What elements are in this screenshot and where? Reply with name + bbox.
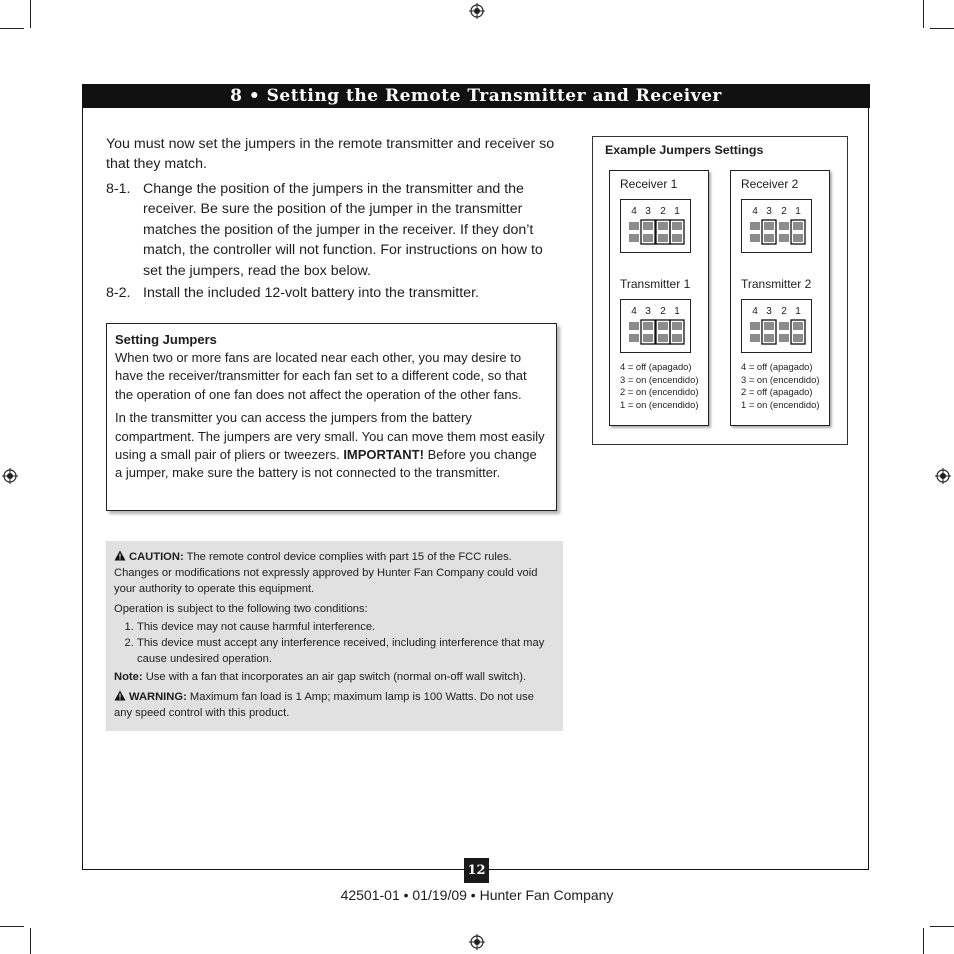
jumper-pin [643, 334, 653, 342]
jumper-pin [764, 322, 774, 330]
jumper-pin [764, 334, 774, 342]
jumper-pin [764, 222, 774, 230]
footer-text: 42501-01 • 01/19/09 • Hunter Fan Company [340, 887, 614, 903]
conditions-intro: Operation is subject to the following two conditions: [114, 603, 368, 616]
legend-line: 3 = on (encendido) [741, 373, 820, 385]
jumper-pin [793, 334, 803, 342]
legend-line: 4 = off (apagado) [620, 361, 692, 372]
unit-card-2 [730, 170, 830, 426]
legend-line: 2 = off (apagado) [741, 386, 813, 398]
jumper-number-label: 4 [631, 306, 637, 317]
jumper-number-label: 4 [631, 206, 637, 217]
jumper-block [620, 199, 691, 253]
jumper-diagram [742, 200, 811, 252]
setting-jumpers-title: Setting Jumpers [115, 332, 217, 347]
jumper-pin [629, 322, 639, 330]
jumper-block [741, 299, 812, 353]
jumper-legend [620, 361, 698, 411]
example-title: Example Jumpers Settings [605, 143, 764, 157]
jumper-block [741, 199, 812, 253]
jumper-number-label: 2 [781, 306, 787, 317]
setting-jumpers-paragraph [115, 409, 547, 483]
jumper-block [620, 299, 691, 353]
legend-line: 1 = on (encendido) [620, 398, 699, 410]
crop-mark [923, 0, 924, 28]
jumper-number-label: 1 [674, 206, 680, 217]
receiver-label: Receiver 1 [620, 177, 678, 191]
registration-mark-icon [2, 468, 18, 484]
warning-triangle-icon [114, 690, 126, 701]
jumper-pin [764, 234, 774, 242]
jumper-pin [750, 322, 760, 330]
registration-mark-icon [469, 934, 485, 950]
jumper-number-label: 4 [752, 206, 758, 217]
registration-mark-icon [469, 3, 485, 19]
jumper-number-label: 3 [766, 206, 772, 217]
jumper-diagram [621, 200, 690, 252]
step-item [106, 179, 562, 281]
jumper-pin [793, 322, 803, 330]
jumper-diagram [742, 300, 811, 352]
receiver-label: Receiver 2 [741, 177, 799, 191]
jumper-pin [779, 222, 789, 230]
jumper-pin [629, 222, 639, 230]
conditions-list [114, 620, 554, 667]
unit-card-1 [609, 170, 709, 426]
crop-mark [930, 28, 954, 29]
jumper-pin [643, 222, 653, 230]
jumper-pin [658, 322, 668, 330]
crop-mark [30, 0, 31, 28]
warning-label: WARNING: [129, 691, 187, 704]
crop-mark [923, 928, 924, 954]
intro-paragraph: You must now set the jumpers in the remote transmitter and receiver so that they match. [106, 136, 555, 173]
page-title: 8 • Setting the Remote Transmitter and Receiver [230, 86, 722, 106]
caution-label: CAUTION: [129, 551, 184, 563]
jumper-number-label: 2 [660, 306, 666, 317]
warning-triangle-icon [114, 550, 126, 561]
jumper-pin [779, 234, 789, 242]
list-item: 2. This device must accept any interference received, including interference that may cause undesired operation. [137, 636, 554, 668]
jumper-number-label: 3 [766, 306, 772, 317]
jumper-pin [629, 334, 639, 342]
step-text: Change the position of the jumpers in the transmitter and the receiver. Be sure the position of the jumper in the transmitter matches the position of the jumper in the receiver. If they don’t match, the controller will not function. For instructions on how to set the jumpers, read the box below. [143, 181, 543, 279]
caution-text: The remote control device complies with part 15 of the FCC rules. Changes or modifications not expressly approved by Hunter Fan Company could void your authority to operate this equipment. [114, 551, 538, 595]
jumper-number-label: 1 [795, 306, 801, 317]
jumper-pin [629, 234, 639, 242]
jumper-number-label: 4 [752, 306, 758, 317]
note-label: Note: [114, 670, 143, 683]
jumper-pin [779, 322, 789, 330]
caution-box [106, 541, 563, 731]
jumper-pin [672, 322, 682, 330]
paragraph-text: Before you change a jumper, make sure the battery is not connected to the transmitter. [115, 447, 537, 481]
jumper-pin [672, 234, 682, 242]
page-number: 12 [464, 858, 489, 883]
jumper-pin [793, 234, 803, 242]
jumper-pin [779, 334, 789, 342]
setting-jumpers-paragraph: When two or more fans are located near each other, you may desire to have the receiver/transmitter for each fan set to a different code, so that the operation of one fan does not affect the operation of the other fans. [115, 350, 527, 402]
example-jumpers-panel [592, 136, 848, 445]
jumper-number-label: 1 [795, 206, 801, 217]
jumper-pin [793, 222, 803, 230]
warning-paragraph [114, 690, 554, 722]
jumper-diagram [621, 300, 690, 352]
legend-line: 1 = on (encendido) [741, 398, 820, 410]
paragraph-text: In the transmitter you can access the jumpers from the battery compartment. The jumpers are very small. You can move them most easily using a small pair of pliers or tweezers. [115, 410, 545, 463]
crop-mark [0, 28, 24, 29]
legend-line: 2 = on (encendido) [620, 386, 699, 398]
transmitter-label: Transmitter 2 [741, 277, 812, 291]
step-text: Install the included 12-volt battery into the transmitter. [143, 285, 479, 301]
warning-text: Maximum fan load is 1 Amp; maximum lamp is 100 Watts. Do not use any speed control with this product. [114, 691, 534, 720]
jumper-number-label: 3 [645, 306, 651, 317]
legend-line: 3 = on (encendido) [620, 373, 699, 385]
jumper-pin [672, 222, 682, 230]
note-text: Use with a fan that incorporates an air gap switch (normal on-off wall switch). [142, 670, 527, 683]
jumper-pin [750, 334, 760, 342]
caution-paragraph [114, 550, 554, 597]
jumper-pin [643, 234, 653, 242]
jumper-number-label: 1 [674, 306, 680, 317]
legend-line: 4 = off (apagado) [741, 361, 813, 372]
note-paragraph [114, 670, 554, 686]
jumper-number-label: 2 [781, 206, 787, 217]
jumper-pin [750, 234, 760, 242]
crop-mark [930, 926, 954, 927]
step-number: 8-2. [106, 285, 131, 301]
jumper-number-label: 3 [645, 206, 651, 217]
registration-mark-icon [935, 468, 951, 484]
step-number: 8-1. [106, 181, 131, 197]
jumper-pin [658, 222, 668, 230]
jumper-number-label: 2 [660, 206, 666, 217]
jumper-pin [658, 234, 668, 242]
list-item: 1. This device may not cause harmful interference. [137, 620, 554, 636]
step-item [106, 283, 562, 304]
jumper-legend [741, 361, 819, 411]
important-label: IMPORTANT! [343, 447, 424, 463]
crop-mark [30, 928, 31, 954]
jumper-pin [672, 334, 682, 342]
setting-jumpers-box [106, 323, 557, 511]
jumper-pin [658, 334, 668, 342]
jumper-pin [750, 222, 760, 230]
crop-mark [0, 926, 24, 927]
jumper-pin [643, 322, 653, 330]
section-header [82, 84, 870, 108]
transmitter-label: Transmitter 1 [620, 277, 691, 291]
